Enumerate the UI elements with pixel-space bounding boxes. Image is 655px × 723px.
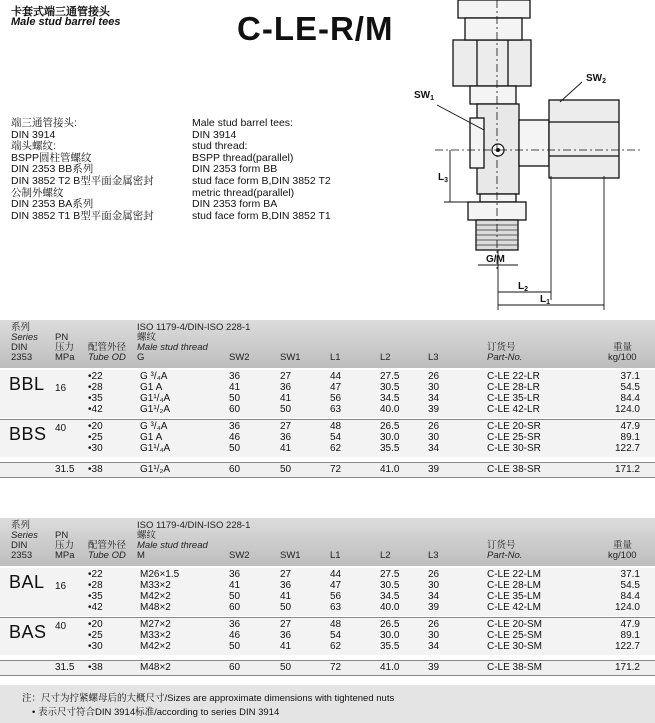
group-divider [0,617,655,618]
cell-l3: 30 [428,432,440,443]
cell-part: C-LE 22-LM [487,569,541,580]
cell-part: C-LE 38-SR [487,464,541,475]
drawing-label-sw1: $SW_1$ [414,90,435,102]
cell-thread: M27×2 [140,619,171,630]
cell-l1: 47 [330,382,342,393]
cell-l1: 48 [330,421,342,432]
cell-l1: 72 [330,464,342,475]
header-din-no: 2353 [11,352,33,363]
description-line: DIN 3852 T2 B型平面金属密封 [11,174,154,187]
cell-thread: G1¹/₂A [140,404,170,415]
cell-sw1: 41 [280,591,292,602]
cell-weight: 89.1 [620,432,640,443]
cell-od: •42 [88,602,103,613]
fitting-technical-drawing [405,0,655,320]
header-thread-cn: 螺纹 [137,530,157,541]
cell-l2: 27.5 [380,569,400,580]
cell-l1: 54 [330,630,342,641]
cell-sw1: 50 [280,662,292,673]
header-din: DIN [11,342,28,353]
cell-od: •38 [88,464,103,475]
header-thread-en: Male stud thread [137,540,208,551]
header-part-en: Part-No. [487,352,523,363]
table-row [0,570,655,581]
cell-part: C-LE 25-SM [487,630,543,641]
cell-thread: M42×2 [140,591,171,602]
description-line: DIN 2353 form BB [192,163,278,176]
header-part-cn: 订货号 [487,540,516,551]
description-line: BSPP圆柱管螺纹 [11,151,92,164]
cell-sw1: 27 [280,619,292,630]
cell-l2: 30.5 [380,382,400,393]
description-line: DIN 2353 BB系列 [11,163,94,176]
cell-sw2: 46 [229,432,241,443]
cell-od: •28 [88,382,103,393]
cell-sw2: 60 [229,602,241,613]
cell-l1: 47 [330,580,342,591]
note-line-1: 注：尺寸为拧紧螺母后的大概尺寸/Sizes are approximate dimensions with tightened nuts [22,693,395,704]
cell-thread: M33×2 [140,580,171,591]
cell-l2: 30.5 [380,580,400,591]
cell-sw1: 27 [280,569,292,580]
cell-l3: 34 [428,591,440,602]
cell-sw2: 46 [229,630,241,641]
header-din: DIN [11,540,28,551]
cell-l3: 30 [428,382,440,393]
cell-sw1: 36 [280,630,292,641]
cell-l3: 39 [428,404,440,415]
cell-thread: M48×2 [140,602,171,613]
description-line: DIN 3914 [192,128,237,141]
cell-weight: 89.1 [620,630,640,641]
cell-od: •35 [88,591,103,602]
cell-sw2: 50 [229,641,241,652]
cell-od: •22 [88,569,103,580]
cell-pn: 31.5 [55,464,75,475]
header-pn-cn: 压力 [55,540,75,551]
cell-part: C-LE 28-LM [487,580,541,591]
cell-part: C-LE 35-LM [487,591,541,602]
cell-l2: 34.5 [380,591,400,602]
cell-weight: 122.7 [614,443,640,454]
cell-sw2: 50 [229,443,241,454]
footnotes [0,685,655,723]
description-line: BSPP thread(parallel) [192,151,294,164]
cell-weight: 84.4 [620,393,640,404]
table-metric [0,518,655,678]
cell-thread: M26×1.5 [140,569,180,580]
cell-part: C-LE 25-SR [487,432,541,443]
cell-l3: 26 [428,371,440,382]
header-m: M [137,550,145,561]
cell-pn: 31.5 [55,662,75,673]
header-part-cn: 订货号 [487,342,516,353]
cell-part: C-LE 38-SM [487,662,543,673]
cell-l3: 26 [428,619,440,630]
table-row [0,383,655,394]
description-line: 端三通管接头: [11,117,77,129]
table-row [0,372,655,383]
cell-l1: 63 [330,404,342,415]
cell-sw2: 41 [229,382,241,393]
cell-od: •25 [88,630,103,641]
cell-weight: 54.5 [620,580,640,591]
pressure-value: 40 [55,621,67,632]
cell-part: C-LE 35-LR [487,393,540,404]
cell-sw1: 27 [280,421,292,432]
header-weight-unit: kg/100 [608,352,637,363]
product-code-title: C-LE-R/M [237,10,394,47]
cell-l1: 56 [330,591,342,602]
header-mpa: MPa [55,550,75,561]
description-line: 公制外螺纹 [11,186,64,199]
cell-sw2: 60 [229,404,241,415]
header-thread-en: Male stud thread [137,342,208,353]
header-od-en: Tube OD [88,352,126,363]
description-line: DIN 3914 [11,128,56,141]
cell-od: •42 [88,404,103,415]
pressure-value: 40 [55,423,67,434]
cell-l2: 30.0 [380,432,400,443]
cell-sw2: 36 [229,569,241,580]
description-line: DIN 2353 BA系列 [11,198,94,211]
cell-l2: 35.5 [380,641,400,652]
header-weight-cn: 重量 [613,540,633,551]
description-line: DIN 2353 form BA [192,198,278,211]
table-row [0,405,655,416]
description-line: Male stud barrel tees: [192,117,293,129]
description-english [192,118,331,222]
table-row [0,663,655,674]
cell-part: C-LE 42-LM [487,602,541,613]
cell-l2: 40.0 [380,404,400,415]
header-od-cn: 配管外径 [88,540,127,551]
table-row [0,433,655,444]
series-code: BBL [9,374,45,394]
drawing-label-l3: $L_3$ [438,172,449,184]
header-od-en: Tube OD [88,550,126,561]
header-series-cn: 系列 [11,520,31,531]
cell-l2: 26.5 [380,619,400,630]
cell-thread: M42×2 [140,641,171,652]
cell-sw1: 36 [280,382,292,393]
header-l1: L1 [330,352,341,363]
table-bspp [0,320,655,478]
cell-l1: 72 [330,662,342,673]
cell-od: •25 [88,432,103,443]
table-row [0,422,655,433]
cell-weight: 37.1 [620,569,640,580]
note-line-2: • 表示尺寸符合DIN 3914标准/according to series DIN 3914 [32,707,280,718]
pressure-value: 16 [55,383,67,394]
table-row [0,394,655,405]
cell-thread: G1¹/₄A [140,393,171,404]
description-line: stud face form B,DIN 3852 T2 [192,174,331,187]
cell-l1: 44 [330,569,342,580]
cell-od: •22 [88,371,103,382]
cell-sw1: 36 [280,432,292,443]
cell-l3: 34 [428,393,440,404]
cell-thread: G1¹/₄A [140,443,171,454]
cell-l3: 39 [428,464,440,475]
header-iso: ISO 1179-4/DIN-ISO 228-1 [137,322,251,333]
cell-thread: G ³/₄A [140,421,168,432]
header-l3: L3 [428,550,439,561]
cell-sw2: 60 [229,662,241,673]
header-series-cn: 系列 [11,322,31,333]
cell-thread: G ³/₄A [140,371,168,382]
cell-sw2: 36 [229,619,241,630]
cell-weight: 171.2 [614,662,640,673]
table-row [0,603,655,614]
description-line: 端头螺纹: [11,140,56,153]
cell-l3: 39 [428,602,440,613]
cell-od: •30 [88,443,103,454]
cell-l1: 62 [330,641,342,652]
description-chinese [11,118,154,222]
cell-l3: 26 [428,421,440,432]
header-l1: L1 [330,550,341,561]
drawing-label-l2: $L_2$ [518,281,529,293]
cell-l3: 39 [428,662,440,673]
cell-l2: 41.0 [380,464,400,475]
header-g: G [137,352,145,363]
cell-l2: 34.5 [380,393,400,404]
cell-sw1: 41 [280,641,292,652]
series-code: BBS [9,424,47,444]
description-line: DIN 3852 T1 B型平面金属密封 [11,209,154,222]
header-pn: PN [55,332,69,343]
table-row [0,592,655,603]
cell-od: •28 [88,580,103,591]
cell-sw1: 41 [280,443,292,454]
header-sw1: SW1 [280,550,301,561]
cell-l2: 26.5 [380,421,400,432]
cell-l2: 41.0 [380,662,400,673]
cell-sw1: 36 [280,580,292,591]
description-line: stud thread: [192,140,248,153]
header-sw1: SW1 [280,352,301,363]
cell-thread: G1 A [140,382,163,393]
cell-sw2: 41 [229,580,241,591]
cell-weight: 124.0 [614,404,640,415]
header-series-en: Series [11,332,38,343]
cell-sw1: 50 [280,464,292,475]
header-part-en: Part-No. [487,550,523,561]
cell-l1: 44 [330,371,342,382]
description-line: metric thread(parallel) [192,186,295,199]
cell-weight: 47.9 [620,421,640,432]
header-thread-cn: 螺纹 [137,332,157,343]
table-row [0,631,655,642]
header-series-en: Series [11,530,38,541]
cell-thread: G1 A [140,432,163,443]
cell-weight: 122.7 [614,641,640,652]
cell-l2: 40.0 [380,602,400,613]
header-iso: ISO 1179-4/DIN-ISO 228-1 [137,520,251,531]
cell-sw1: 27 [280,371,292,382]
cell-l3: 26 [428,569,440,580]
cell-part: C-LE 20-SR [487,421,541,432]
header-din-no: 2353 [11,550,33,561]
header-pn: PN [55,530,69,541]
cell-od: •35 [88,393,103,404]
cell-l3: 34 [428,443,440,454]
cell-l3: 30 [428,630,440,641]
cell-part: C-LE 20-SM [487,619,543,630]
cell-part: C-LE 30-SM [487,641,543,652]
header-od-cn: 配管外径 [88,342,127,353]
header-pn-cn: 压力 [55,342,75,353]
cell-od: •30 [88,641,103,652]
cell-sw1: 50 [280,404,292,415]
cell-l1: 62 [330,443,342,454]
series-code: BAL [9,572,45,592]
drawing-label-gm: G/M [486,254,505,265]
drawing-label-l1: $L_1$ [540,294,551,306]
cell-thread: M48×2 [140,662,171,673]
cell-od: •20 [88,421,103,432]
header-l3: L3 [428,352,439,363]
cell-weight: 37.1 [620,371,640,382]
cell-weight: 171.2 [614,464,640,475]
cell-weight: 54.5 [620,382,640,393]
drawing-label-sw2: $SW_2$ [586,73,607,85]
cell-l1: 63 [330,602,342,613]
header-weight-cn: 重量 [613,342,633,353]
cell-weight: 124.0 [614,602,640,613]
cell-thread: G1¹/₂A [140,464,170,475]
pressure-value: 16 [55,581,67,592]
header-weight-unit: kg/100 [608,550,637,561]
cell-sw1: 50 [280,602,292,613]
cell-sw2: 60 [229,464,241,475]
title-chinese: 卡套式端三通管接头 [11,6,110,18]
cell-od: •20 [88,619,103,630]
series-code: BAS [9,622,47,642]
cell-part: C-LE 28-LR [487,382,540,393]
group-divider [0,419,655,420]
cell-l2: 30.0 [380,630,400,641]
cell-part: C-LE 22-LR [487,371,540,382]
cell-l1: 56 [330,393,342,404]
cell-l3: 34 [428,641,440,652]
description-line: stud face form B,DIN 3852 T1 [192,209,331,222]
cell-part: C-LE 30-SR [487,443,541,454]
cell-sw2: 36 [229,371,241,382]
table-row [0,642,655,653]
cell-part: C-LE 42-LR [487,404,540,415]
header-l2: L2 [380,550,391,561]
cell-thread: M33×2 [140,630,171,641]
table-row [0,444,655,455]
cell-weight: 47.9 [620,619,640,630]
cell-od: •38 [88,662,103,673]
cell-l2: 35.5 [380,443,400,454]
table-row [0,465,655,476]
cell-weight: 84.4 [620,591,640,602]
cell-l2: 27.5 [380,371,400,382]
header-sw2: SW2 [229,550,250,561]
cell-sw2: 50 [229,393,241,404]
header-mpa: MPa [55,352,75,363]
cell-l1: 48 [330,619,342,630]
cell-sw1: 41 [280,393,292,404]
cell-l1: 54 [330,432,342,443]
cell-sw2: 50 [229,591,241,602]
header-l2: L2 [380,352,391,363]
header-sw2: SW2 [229,352,250,363]
title-english: Male stud barrel tees [11,16,121,28]
table-row [0,620,655,631]
cell-l3: 30 [428,580,440,591]
table-row [0,581,655,592]
cell-sw2: 36 [229,421,241,432]
